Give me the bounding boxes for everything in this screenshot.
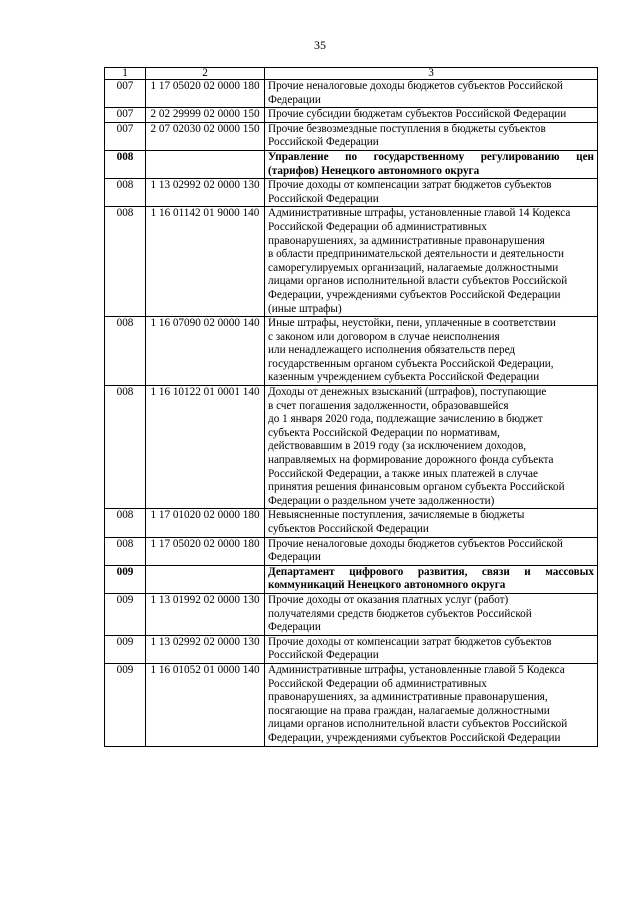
- revenue-code-cell: 1 13 01992 02 0000 130: [146, 593, 265, 635]
- revenue-description-cell: [265, 108, 598, 123]
- description-line: правонарушениях, за административные правонарушения: [268, 234, 545, 247]
- admin-code-cell: 008: [105, 386, 146, 509]
- description-line: Административные штрафы, установленные главой 5 Кодекса: [268, 663, 565, 676]
- table-body: [105, 80, 598, 747]
- admin-code-cell: 007: [105, 122, 146, 150]
- description-line: Федерации о раздельном учете задолженности): [268, 494, 495, 507]
- admin-code-cell: 009: [105, 593, 146, 635]
- revenue-description-cell: [265, 122, 598, 150]
- table-row: [105, 537, 598, 565]
- description-line: Российской Федерации об административных: [268, 220, 487, 233]
- table-row: [105, 108, 598, 123]
- revenue-code-cell: 1 16 01052 01 0000 140: [146, 663, 265, 746]
- description-line: Федерации: [268, 551, 321, 564]
- description-line: Федерации, учреждениями субъектов Российской Федерации: [268, 288, 561, 301]
- description-line: субъекта Российской Федерации по нормативам,: [268, 426, 500, 439]
- admin-code-cell: 008: [105, 537, 146, 565]
- revenue-code-cell: 1 17 05020 02 0000 180: [146, 80, 265, 108]
- admin-code-cell: 009: [105, 565, 146, 593]
- table-row: [105, 663, 598, 746]
- revenue-description-cell: [265, 509, 598, 537]
- table-row: [105, 80, 598, 108]
- description-line: Управление по государственному регулированию цен: [268, 150, 594, 163]
- table-header-row: [105, 68, 598, 80]
- admin-code-cell: 008: [105, 150, 146, 178]
- revenue-description-cell: [265, 179, 598, 207]
- description-line: получателями средств бюджетов субъектов Российской: [268, 607, 532, 620]
- revenue-description-cell: [265, 386, 598, 509]
- column-header-1: 1: [105, 68, 146, 80]
- description-line: Федерации, учреждениями субъектов Российской Федерации: [268, 731, 561, 744]
- description-line: субъектов Российской Федерации: [268, 523, 429, 535]
- description-line: лицами органов исполнительной власти субъектов Российской: [268, 718, 568, 731]
- revenue-code-cell: [146, 150, 265, 178]
- revenue-description-cell: [265, 150, 598, 178]
- revenue-code-cell: 1 13 02992 02 0000 130: [146, 179, 265, 207]
- description-line: Российской Федерации об административных: [268, 677, 487, 690]
- admin-code-cell: 008: [105, 317, 146, 386]
- page-number: 35: [314, 38, 326, 52]
- description-line: посягающие на права граждан, налагаемые должностными: [268, 704, 550, 717]
- description-line: Федерации: [268, 93, 321, 106]
- admin-code-cell: 009: [105, 635, 146, 663]
- description-line: Российской Федерации: [268, 649, 379, 662]
- admin-code-cell: 008: [105, 207, 146, 317]
- table-row: [105, 179, 598, 207]
- description-line: (иные штрафы): [268, 302, 342, 315]
- admin-code-cell: 007: [105, 80, 146, 108]
- description-line: Административные штрафы, установленные главой 14 Кодекса: [268, 207, 571, 220]
- revenue-description-cell: [265, 635, 598, 663]
- admin-code-cell: 007: [105, 108, 146, 123]
- description-line: Прочие неналоговые доходы бюджетов субъектов Российской: [268, 80, 563, 92]
- description-line: Невыясненные поступления, зачисляемые в бюджеты: [268, 509, 525, 522]
- description-line: до 1 января 2020 года, подлежащие зачислению в бюджет: [268, 413, 543, 426]
- description-line: (тарифов) Ненецкого автономного округа: [268, 164, 480, 177]
- admin-code-cell: 008: [105, 179, 146, 207]
- description-line: Прочие доходы от компенсации затрат бюджетов субъектов: [268, 635, 552, 648]
- description-line: Прочие субсидии бюджетам субъектов Российской Федерации: [268, 108, 567, 121]
- description-line: казенным учреждением субъекта Российской Федерации: [268, 371, 540, 384]
- column-header-3: 3: [265, 68, 598, 80]
- description-line: Российской Федерации: [268, 192, 379, 205]
- description-line: Прочие доходы от компенсации затрат бюджетов субъектов: [268, 179, 552, 192]
- table-row: [105, 593, 598, 635]
- description-line: правонарушениях, за административные правонарушения,: [268, 691, 548, 704]
- description-line: Департамент цифрового развития, связи и массовых: [268, 565, 594, 578]
- revenue-description-cell: [265, 593, 598, 635]
- description-line: Иные штрафы, неустойки, пени, уплаченные в соответствии: [268, 317, 556, 330]
- revenue-code-cell: 1 17 01020 02 0000 180: [146, 509, 265, 537]
- description-line: с законом или договором в случае неисполнения: [268, 330, 500, 343]
- description-line: государственным органом субъекта Российской Федерации,: [268, 357, 554, 370]
- description-line: коммуникаций Ненецкого автономного округа: [268, 579, 506, 592]
- revenue-codes-table: [104, 67, 598, 747]
- description-line: Российской Федерации, а также иных платежей в случае: [268, 467, 538, 480]
- description-line: Доходы от денежных взысканий (штрафов), поступающие: [268, 386, 547, 399]
- revenue-description-cell: [265, 663, 598, 746]
- table-row: [105, 635, 598, 663]
- description-line: в области предпринимательской деятельности и деятельности: [268, 248, 565, 261]
- description-line: саморегулируемых организаций, налагаемые должностными: [268, 261, 559, 274]
- revenue-code-cell: [146, 565, 265, 593]
- table-row: [105, 509, 598, 537]
- revenue-description-cell: [265, 537, 598, 565]
- revenue-code-cell: 2 02 29999 02 0000 150: [146, 108, 265, 123]
- revenue-code-cell: 2 07 02030 02 0000 150: [146, 122, 265, 150]
- revenue-description-cell: [265, 80, 598, 108]
- revenue-description-cell: [265, 565, 598, 593]
- table-section-row: [105, 565, 598, 593]
- description-line: в счет погашения задолженности, образовавшейся: [268, 399, 509, 412]
- revenue-code-cell: 1 16 10122 01 0001 140: [146, 386, 265, 509]
- table-section-row: [105, 150, 598, 178]
- description-line: Прочие неналоговые доходы бюджетов субъектов Российской: [268, 537, 563, 550]
- description-line: направляемых на формирование дорожного фонда субъекта: [268, 454, 554, 467]
- admin-code-cell: 009: [105, 663, 146, 746]
- table-row: [105, 207, 598, 317]
- revenue-code-cell: 1 17 05020 02 0000 180: [146, 537, 265, 565]
- revenue-description-cell: [265, 207, 598, 317]
- table-row: [105, 122, 598, 150]
- column-header-2: 2: [146, 68, 265, 80]
- description-line: Прочие доходы от оказания платных услуг (работ): [268, 593, 509, 606]
- revenue-code-cell: 1 16 07090 02 0000 140: [146, 317, 265, 386]
- revenue-code-cell: 1 16 01142 01 9000 140: [146, 207, 265, 317]
- admin-code-cell: 008: [105, 509, 146, 537]
- description-line: Федерации: [268, 621, 321, 634]
- table-row: [105, 386, 598, 509]
- description-line: или ненадлежащего исполнения обязательств перед: [268, 344, 516, 357]
- description-line: принятия решения финансовым органом субъекта Российской: [268, 481, 565, 494]
- revenue-description-cell: [265, 317, 598, 386]
- revenue-code-cell: 1 13 02992 02 0000 130: [146, 635, 265, 663]
- description-line: лицами органов исполнительной власти субъектов Российской: [268, 275, 568, 288]
- description-line: действовавшим в 2019 году (за исключением доходов,: [268, 440, 527, 453]
- description-line: Российской Федерации: [268, 136, 379, 149]
- table-row: [105, 317, 598, 386]
- description-line: Прочие безвозмездные поступления в бюджеты субъектов: [268, 122, 546, 135]
